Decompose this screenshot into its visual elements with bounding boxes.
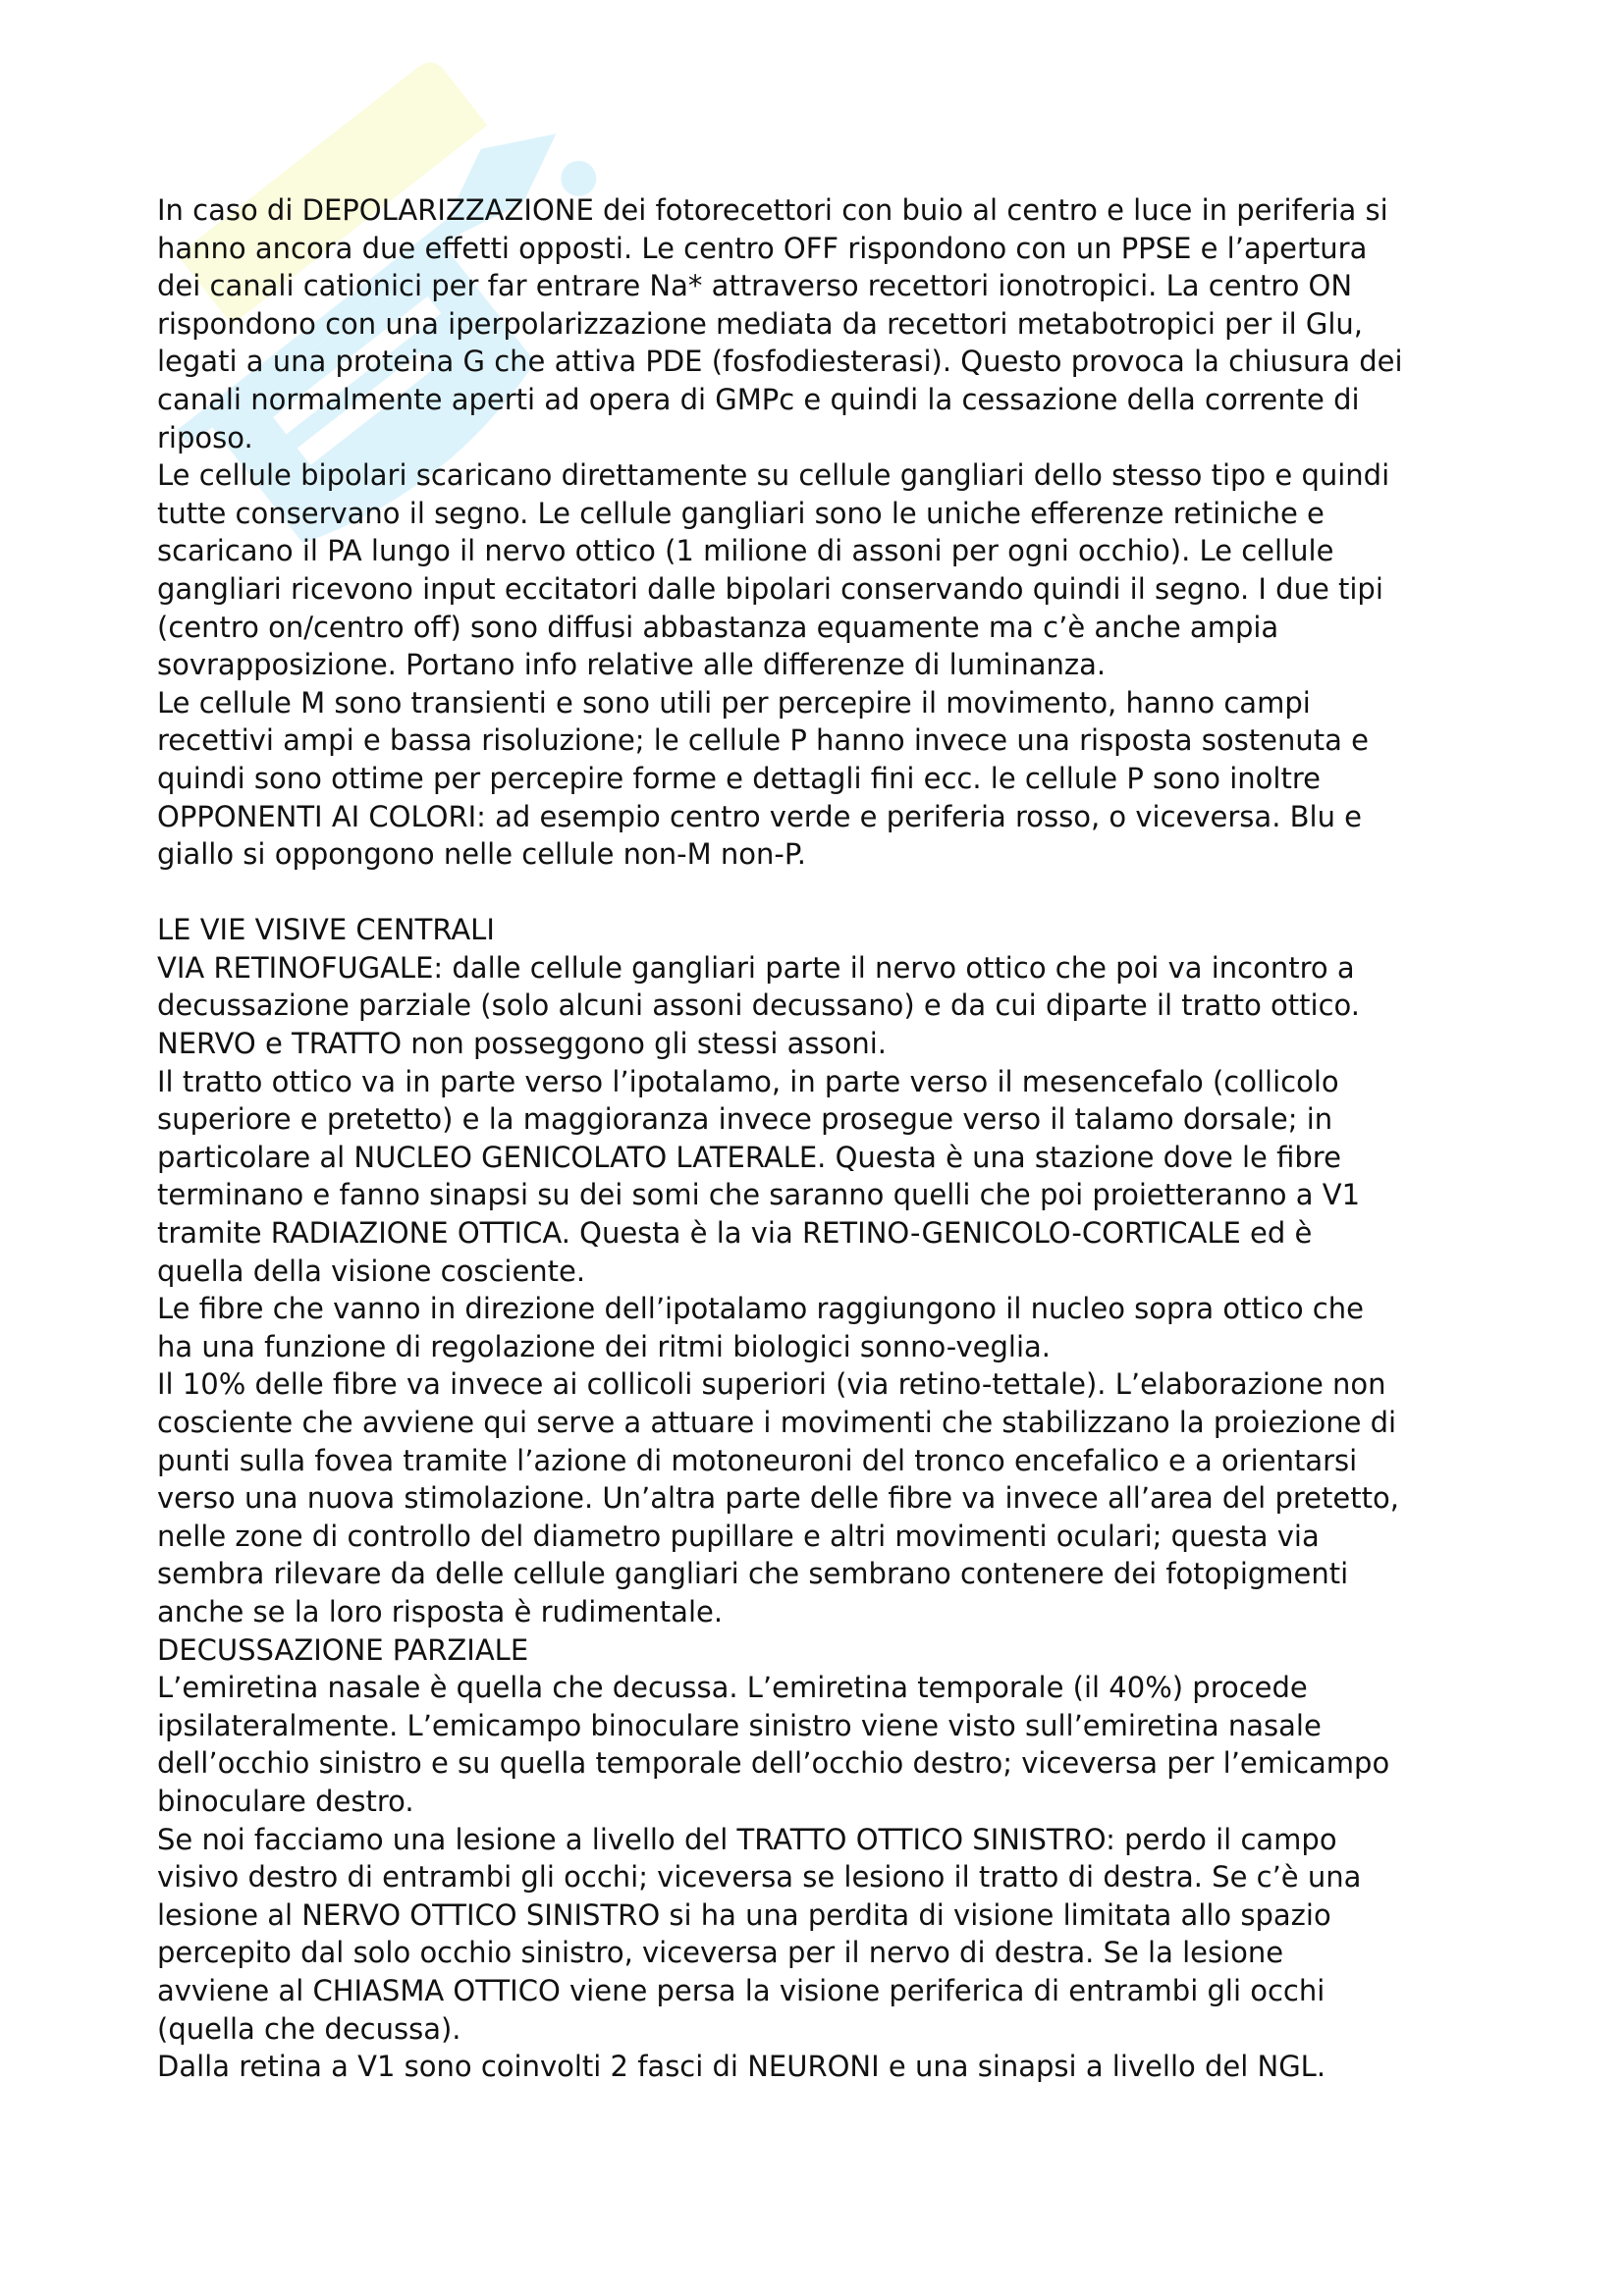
text-line: hanno ancora due effetti opposti. Le centro OFF rispondono con un PPSE e l’apertura — [157, 231, 1368, 265]
text-line: nelle zone di controllo del diametro pupillare e altri movimenti oculari; questa via — [157, 1519, 1320, 1553]
text-line: visivo destro di entrambi gli occhi; viceversa se lesiono il tratto di destra. Se c’è una — [157, 1860, 1362, 1895]
text-line: quella della visione cosciente. — [157, 1254, 586, 1288]
text-line: gangliari ricevono input eccitatori dalle bipolari conservando quindi il segno. I due tipi — [157, 571, 1383, 606]
text-line: Le cellule M sono transienti e sono utili per percepire il movimento, hanno campi — [157, 685, 1311, 720]
text-line: riposo. — [157, 420, 253, 454]
text-line: LE VIE VISIVE CENTRALI — [157, 913, 495, 947]
text-line: L’emiretina nasale è quella che decussa. L’emiretina temporale (il 40%) procede — [157, 1671, 1308, 1705]
text-line: sembra rilevare da delle cellule gangliari che sembrano contenere dei fotopigmenti — [157, 1557, 1349, 1591]
text-line: quindi sono ottime per percepire forme e dettagli fini ecc. le cellule P sono inoltre — [157, 761, 1321, 795]
text-line: scaricano il PA lungo il nervo ottico (1 milione di assoni per ogni occhio). Le cellule — [157, 534, 1334, 568]
text-line: verso una nuova stimolazione. Un’altra parte delle fibre va invece all’area del pretetto, — [157, 1481, 1399, 1516]
text-line: giallo si oppongono nelle cellule non-M non-P. — [157, 837, 807, 872]
text-line: dell’occhio sinistro e su quella temporale dell’occhio destro; viceversa per l’emicampo — [157, 1746, 1390, 1781]
text-line: Se noi facciamo una lesione a livello del TRATTO OTTICO SINISTRO: perdo il campo — [157, 1822, 1337, 1856]
text-line: (centro on/centro off) sono diffusi abbastanza equamente ma c’è anche ampia — [157, 610, 1279, 644]
text-line: percepito dal solo occhio sinistro, viceversa per il nervo di destra. Se la lesione — [157, 1936, 1284, 1970]
text-line: rispondono con una iperpolarizzazione mediata da recettori metabotropici per il Glu, — [157, 306, 1364, 341]
text-line: legati a una proteina G che attiva PDE (fosfodiesterasi). Questo provoca la chiusura dei — [157, 345, 1403, 379]
text-line: tramite RADIAZIONE OTTICA. Questa è la via RETINO-GENICOLO-CORTICALE ed è — [157, 1216, 1313, 1251]
text-line: superiore e pretetto) e la maggioranza invece prosegue verso il talamo dorsale; in — [157, 1102, 1333, 1137]
text-line: ipsilateralmente. L’emicampo binoculare sinistro viene visto sull’emiretina nasale — [157, 1708, 1322, 1742]
text-line: Dalla retina a V1 sono coinvolti 2 fasci di NEURONI e una sinapsi a livello del NGL. — [157, 2050, 1326, 2084]
text-line: particolare al NUCLEO GENICOLATO LATERALE. Questa è una stazione dove le fibre — [157, 1140, 1341, 1174]
text-line: NERVO e TRATTO non posseggono gli stessi assoni. — [157, 1027, 888, 1061]
text-line: In caso di DEPOLARIZZAZIONE dei fotorecettori con buio al centro e luce in periferia si — [157, 193, 1388, 227]
text-line: decussazione parziale (solo alcuni assoni decussano) e da cui diparte il tratto ottico. — [157, 988, 1360, 1023]
text-line: OPPONENTI AI COLORI: ad esempio centro verde e periferia rosso, o viceversa. Blu e — [157, 799, 1363, 833]
text-line: avviene al CHIASMA OTTICO viene persa la visione periferica di entrambi gli occhi — [157, 1973, 1325, 2007]
blank-line — [157, 874, 1492, 912]
text-line: Le fibre che vanno in direzione dell’ipotalamo raggiungono il nucleo sopra ottico che — [157, 1292, 1364, 1326]
text-line: DECUSSAZIONE PARZIALE — [157, 1632, 529, 1667]
text-line: ha una funzione di regolazione dei ritmi biologici sonno-veglia. — [157, 1329, 1051, 1363]
text-line: sovrapposizione. Portano info relative alle differenze di luminanza. — [157, 648, 1107, 682]
text-line: Il 10% delle fibre va invece ai collicoli superiori (via retino-tettale). L’elaborazione non — [157, 1367, 1386, 1402]
text-line: terminano e fanno sinapsi su dei somi che saranno quelli che poi proietteranno a V1 — [157, 1178, 1361, 1212]
text-line: Le cellule bipolari scaricano direttamente su cellule gangliari dello stesso tipo e quindi — [157, 458, 1390, 493]
text-line: recettivi ampi e bassa risoluzione; le cellule P hanno invece una risposta sostenuta e — [157, 723, 1369, 758]
text-line: tutte conservano il segno. Le cellule gangliari sono le uniche efferenze retiniche e — [157, 496, 1325, 530]
text-line: VIA RETINOFUGALE: dalle cellule gangliari parte il nervo ottico che poi va incontro a — [157, 950, 1355, 985]
text-line: anche se la loro risposta è rudimentale. — [157, 1594, 724, 1629]
text-line: (quella che decussa). — [157, 2011, 461, 2046]
document-body — [157, 191, 1492, 2086]
text-line: Il tratto ottico va in parte verso l’ipotalamo, in parte verso il mesencefalo (collicolo — [157, 1064, 1339, 1098]
text-line: cosciente che avviene qui serve a attuare i movimenti che stabilizzano la proiezione di — [157, 1406, 1397, 1439]
text-line: binoculare destro. — [157, 1784, 414, 1818]
text-line: canali normalmente aperti ad opera di GMPc e quindi la cessazione della corrente di — [157, 382, 1360, 416]
text-line: lesione al NERVO OTTICO SINISTRO si ha una perdita di visione limitata allo spazio — [157, 1897, 1331, 1932]
text-line: dei canali cationici per far entrare Na* attraverso recettori ionotropici. La centro ON — [157, 269, 1353, 303]
text-line: punti sulla fovea tramite l’azione di motoneuroni del tronco encefalico e a orientarsi — [157, 1443, 1358, 1477]
